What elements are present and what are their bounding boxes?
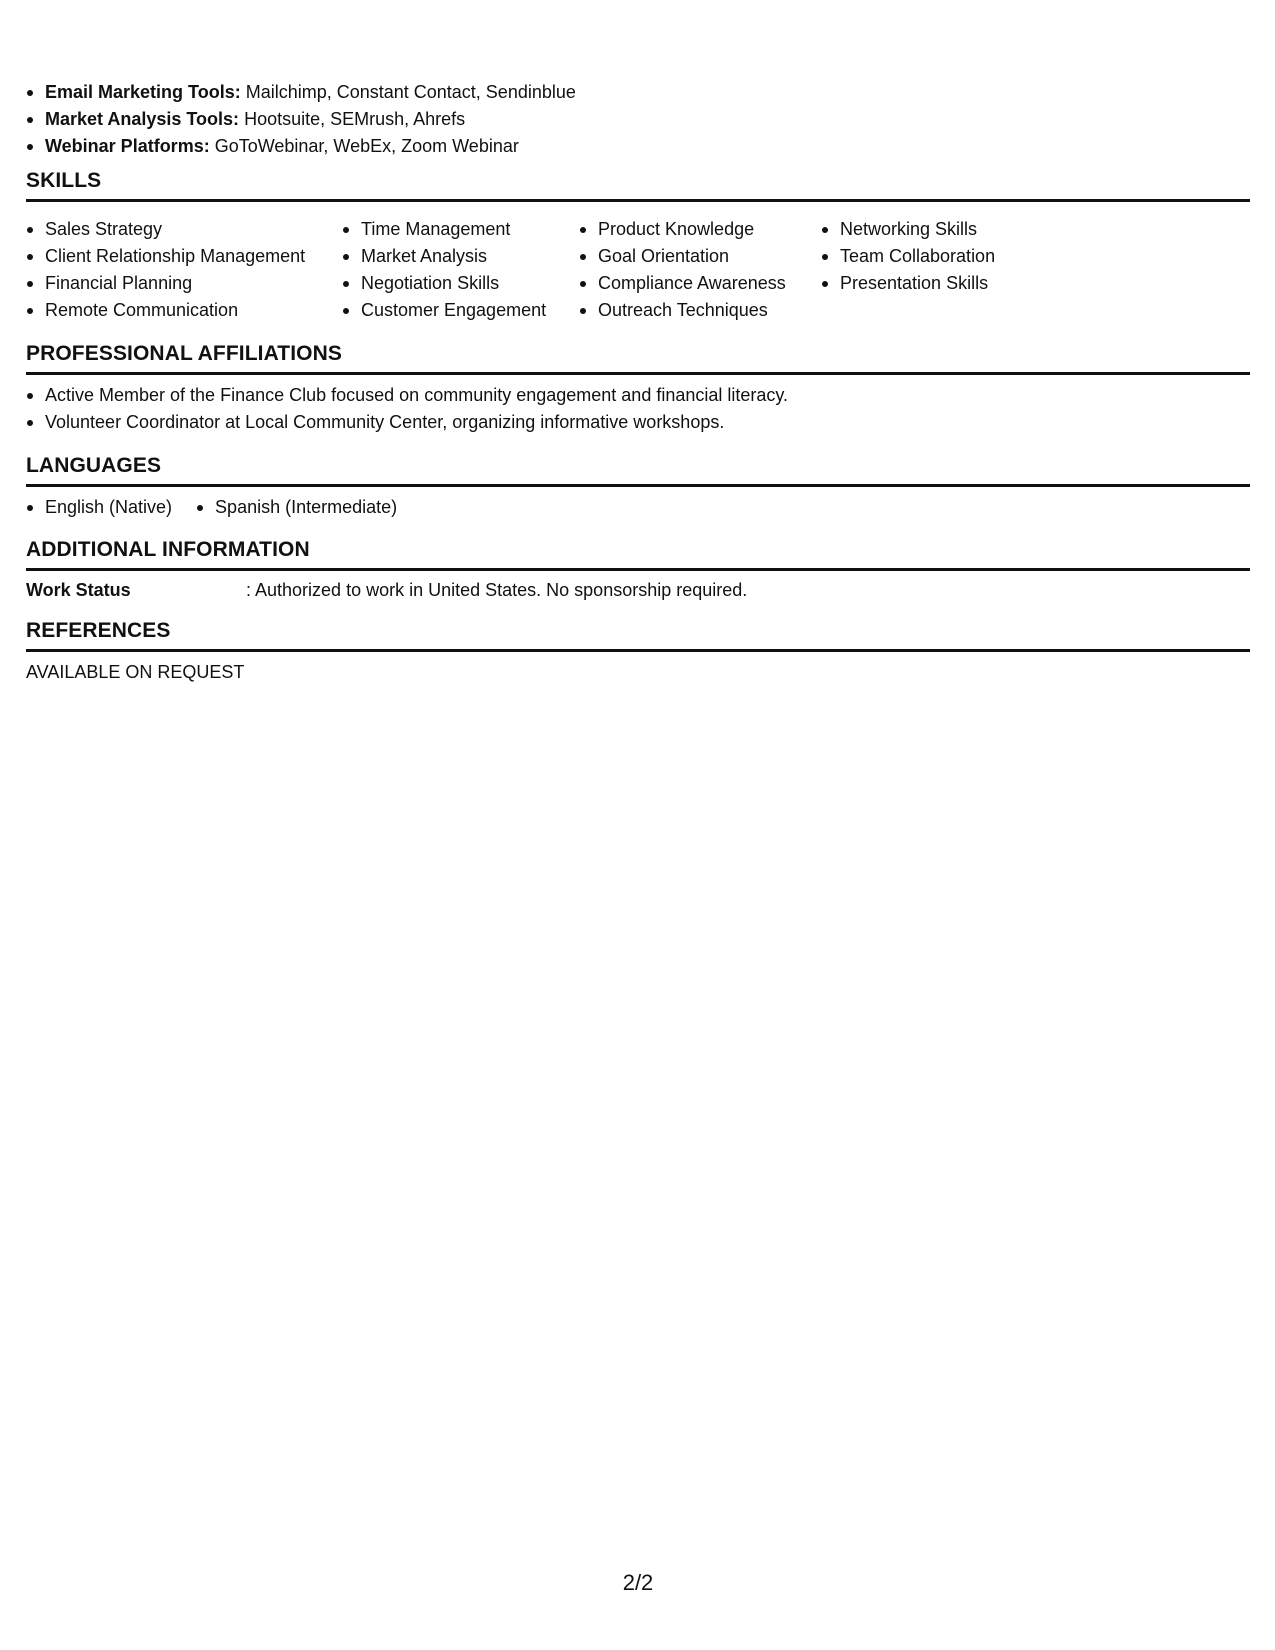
languages-list [26, 494, 421, 521]
tool-category: Market Analysis Tools: [45, 109, 240, 129]
list-item: Financial Planning [26, 270, 342, 297]
affiliations-section-header [26, 341, 1250, 375]
list-item: Volunteer Coordinator at Local Community Center, organizing informative workshops. [26, 409, 788, 436]
affiliations-list [26, 382, 788, 436]
tool-values: Mailchimp, Constant Contact, Sendinblue [240, 82, 576, 102]
skills-column [579, 216, 821, 324]
list-item: Team Collaboration [821, 243, 1041, 270]
section-title: ADDITIONAL INFORMATION [26, 538, 310, 561]
list-item: Product Knowledge [579, 216, 821, 243]
skills-grid [26, 216, 1041, 324]
list-item: Time Management [342, 216, 579, 243]
list-item: Goal Orientation [579, 243, 821, 270]
section-title: SKILLS [26, 169, 102, 192]
references-section-header [26, 618, 1250, 652]
skills-column [26, 216, 342, 324]
resume-page [26, 0, 1250, 1650]
page-number: 2/2 [622, 1570, 654, 1595]
list-item: Networking Skills [821, 216, 1041, 243]
additional-info-section-header [26, 537, 1250, 571]
references-text: AVAILABLE ON REQUEST [26, 662, 245, 682]
section-title: LANGUAGES [26, 454, 162, 477]
tool-values: Hootsuite, SEMrush, Ahrefs [239, 109, 466, 129]
work-status-value: : Authorized to work in United States. No sponsorship required. [246, 580, 748, 600]
list-item: Compliance Awareness [579, 270, 821, 297]
list-item: Active Member of the Finance Club focused on community engagement and financial literacy. [26, 382, 788, 409]
skills-column [821, 216, 1041, 324]
list-item [26, 106, 576, 133]
list-item: Outreach Techniques [579, 297, 821, 324]
tools-list [26, 79, 576, 160]
list-item: Client Relationship Management [26, 243, 342, 270]
languages-section-header [26, 453, 1250, 487]
list-item: Presentation Skills [821, 270, 1041, 297]
skills-column [342, 216, 579, 324]
list-item: Spanish (Intermediate) [196, 494, 397, 521]
list-item: Negotiation Skills [342, 270, 579, 297]
list-item [26, 79, 576, 106]
list-item: Sales Strategy [26, 216, 342, 243]
list-item: Customer Engagement [342, 297, 579, 324]
tool-category: Webinar Platforms: [45, 136, 210, 156]
list-item: Market Analysis [342, 243, 579, 270]
list-item [26, 133, 576, 160]
work-status-row [26, 577, 747, 604]
tool-category: Email Marketing Tools: [45, 82, 241, 102]
list-item: English (Native) [26, 494, 172, 521]
section-title: REFERENCES [26, 619, 171, 642]
tool-values: GoToWebinar, WebEx, Zoom Webinar [209, 136, 519, 156]
work-status-label: Work Status [26, 580, 131, 600]
skills-section-header [26, 168, 1250, 202]
section-title: PROFESSIONAL AFFILIATIONS [26, 342, 342, 365]
list-item: Remote Communication [26, 297, 342, 324]
